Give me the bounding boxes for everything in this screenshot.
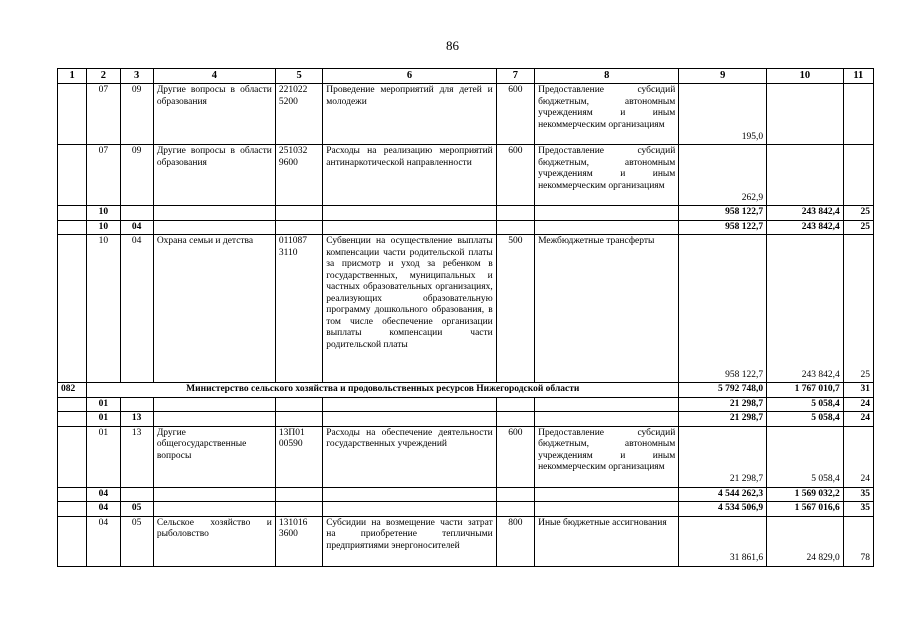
amount-cell: 958 122,7 [679,220,767,235]
percent-cell: 31 [843,383,873,398]
target-article-name-cell [323,412,496,427]
dept-code-cell [58,84,87,145]
target-article-cell [275,397,322,412]
expense-type-name-cell: Предоставление субсидий бюджетным, автономным учреждениям и иным некоммерческим организациям [535,145,679,206]
section-cell: 04 [87,502,120,517]
header-cell: 2 [87,69,120,84]
subsection-cell: 04 [120,220,153,235]
target-article-name-cell [323,220,496,235]
percent-cell: 25 [843,220,873,235]
amount-cell: 262,9 [679,145,767,206]
header-cell: 6 [323,69,496,84]
table-row [58,516,874,566]
executed-cell: 5 058,4 [767,397,844,412]
section-cell: 10 [87,235,120,383]
executed-cell: 243 842,4 [767,220,844,235]
header-cell: 11 [843,69,873,84]
target-article-cell [275,206,322,221]
expense-type-name-cell [535,206,679,221]
table-row-total [58,206,874,221]
percent-cell: 25 [843,206,873,221]
dept-code-cell [58,426,87,487]
executed-cell [767,145,844,206]
amount-cell: 21 298,7 [679,412,767,427]
amount-cell: 4 544 262,3 [679,487,767,502]
expense-type-cell [496,487,534,502]
subsection-cell: 04 [120,235,153,383]
subsection-cell: 13 [120,426,153,487]
header-cell: 1 [58,69,87,84]
amount-cell: 31 861,6 [679,516,767,566]
executed-cell: 1 767 010,7 [767,383,844,398]
dept-code-cell: 082 [58,383,87,398]
header-cell: 7 [496,69,534,84]
section-cell: 01 [87,412,120,427]
target-article-cell: 221022 5200 [275,84,322,145]
table-row [58,235,874,383]
amount-cell: 958 122,7 [679,206,767,221]
header-cell: 4 [153,69,275,84]
percent-cell [843,145,873,206]
section-cell: 01 [87,397,120,412]
target-article-name-cell: Проведение мероприятий для детей и молодежи [323,84,496,145]
expense-type-name-cell [535,412,679,427]
dept-code-cell [58,397,87,412]
executed-cell: 5 058,4 [767,426,844,487]
header-cell: 9 [679,69,767,84]
expense-type-name-cell: Межбюджетные трансферты [535,235,679,383]
executed-cell [767,84,844,145]
target-article-name-cell: Расходы на обеспечение деятельности государственных учреждений [323,426,496,487]
executed-cell: 24 829,0 [767,516,844,566]
dept-code-cell [58,145,87,206]
dept-code-cell [58,220,87,235]
subsection-cell [120,397,153,412]
dept-code-cell [58,235,87,383]
expense-type-cell [496,206,534,221]
target-article-cell: 13П01 00590 [275,426,322,487]
target-article-cell: 011087 3110 [275,235,322,383]
expense-type-cell: 600 [496,426,534,487]
subsection-name-cell [153,487,275,502]
percent-cell [843,84,873,145]
percent-cell: 78 [843,516,873,566]
executed-cell: 1 569 032,2 [767,487,844,502]
subsection-name-cell [153,397,275,412]
target-article-name-cell [323,487,496,502]
subsection-name-cell: Охрана семьи и детства [153,235,275,383]
percent-cell: 24 [843,426,873,487]
executed-cell: 5 058,4 [767,412,844,427]
percent-cell: 24 [843,397,873,412]
expense-type-name-cell: Иные бюджетные ассигнования [535,516,679,566]
target-article-name-cell [323,206,496,221]
header-cell: 8 [535,69,679,84]
expense-type-name-cell [535,397,679,412]
subsection-cell: 05 [120,502,153,517]
expense-type-name-cell [535,502,679,517]
target-article-cell [275,412,322,427]
header-cell: 5 [275,69,322,84]
section-cell: 07 [87,84,120,145]
expense-type-cell [496,220,534,235]
target-article-name-cell [323,502,496,517]
amount-cell: 4 534 506,9 [679,502,767,517]
subsection-name-cell [153,206,275,221]
section-cell: 10 [87,206,120,221]
percent-cell: 24 [843,412,873,427]
table-row-ministry [58,383,874,398]
amount-cell: 21 298,7 [679,397,767,412]
expense-type-cell: 600 [496,145,534,206]
dept-code-cell [58,516,87,566]
amount-cell: 5 792 748,0 [679,383,767,398]
table-header-row [58,69,874,84]
executed-cell: 243 842,4 [767,206,844,221]
expense-type-name-cell [535,220,679,235]
target-article-name-cell [323,397,496,412]
table-row-total [58,487,874,502]
target-article-cell: 251032 9600 [275,145,322,206]
ministry-name-cell: Министерство сельского хозяйства и продовольственных ресурсов Нижегородской области [87,383,679,398]
target-article-cell: 131016 3600 [275,516,322,566]
expense-type-name-cell: Предоставление субсидий бюджетным, автономным учреждениям и иным некоммерческим организациям [535,426,679,487]
amount-cell: 21 298,7 [679,426,767,487]
section-cell: 04 [87,487,120,502]
subsection-name-cell [153,412,275,427]
executed-cell: 1 567 016,6 [767,502,844,517]
page-number: 86 [446,38,459,53]
subsection-cell [120,487,153,502]
section-cell: 01 [87,426,120,487]
table-row-total [58,397,874,412]
expense-type-cell: 500 [496,235,534,383]
subsection-name-cell: Другие общегосударственные вопросы [153,426,275,487]
percent-cell: 35 [843,502,873,517]
target-article-cell [275,487,322,502]
expense-type-cell: 800 [496,516,534,566]
table-row [58,145,874,206]
dept-code-cell [58,502,87,517]
expense-type-name-cell [535,487,679,502]
target-article-cell [275,220,322,235]
percent-cell: 25 [843,235,873,383]
table-row-total [58,412,874,427]
dept-code-cell [58,412,87,427]
table-row-total [58,502,874,517]
table-row [58,426,874,487]
table-row [58,84,874,145]
subsection-cell: 13 [120,412,153,427]
section-cell: 04 [87,516,120,566]
subsection-name-cell [153,502,275,517]
subsection-name-cell: Другие вопросы в области образования [153,145,275,206]
budget-table [57,68,874,567]
subsection-cell: 09 [120,84,153,145]
expense-type-cell: 600 [496,84,534,145]
table-row-total [58,220,874,235]
expense-type-cell [496,502,534,517]
section-cell: 07 [87,145,120,206]
expense-type-cell [496,412,534,427]
subsection-name-cell: Сельское хозяйство и рыболовство [153,516,275,566]
subsection-cell [120,206,153,221]
section-cell: 10 [87,220,120,235]
target-article-cell [275,502,322,517]
subsection-cell: 05 [120,516,153,566]
amount-cell: 195,0 [679,84,767,145]
amount-cell: 958 122,7 [679,235,767,383]
target-article-name-cell: Субвенции на осуществление выплаты компенсации части родительской платы за присмотр и уход за ребенком в государственных, муниципальных и частных образовательных организациях, реализующих образовательную программу дошкольного образования, в том числе обеспечение организации выплаты компенсации части родительской платы [323,235,496,383]
subsection-name-cell [153,220,275,235]
expense-type-name-cell: Предоставление субсидий бюджетным, автономным учреждениям и иным некоммерческим организациям [535,84,679,145]
executed-cell: 243 842,4 [767,235,844,383]
dept-code-cell [58,487,87,502]
header-cell: 10 [767,69,844,84]
subsection-cell: 09 [120,145,153,206]
percent-cell: 35 [843,487,873,502]
dept-code-cell [58,206,87,221]
target-article-name-cell: Расходы на реализацию мероприятий антинаркотической направленности [323,145,496,206]
expense-type-cell [496,397,534,412]
subsection-name-cell: Другие вопросы в области образования [153,84,275,145]
header-cell: 3 [120,69,153,84]
target-article-name-cell: Субсидии на возмещение части затрат на приобретение тепличными предприятиями энергоносителей [323,516,496,566]
